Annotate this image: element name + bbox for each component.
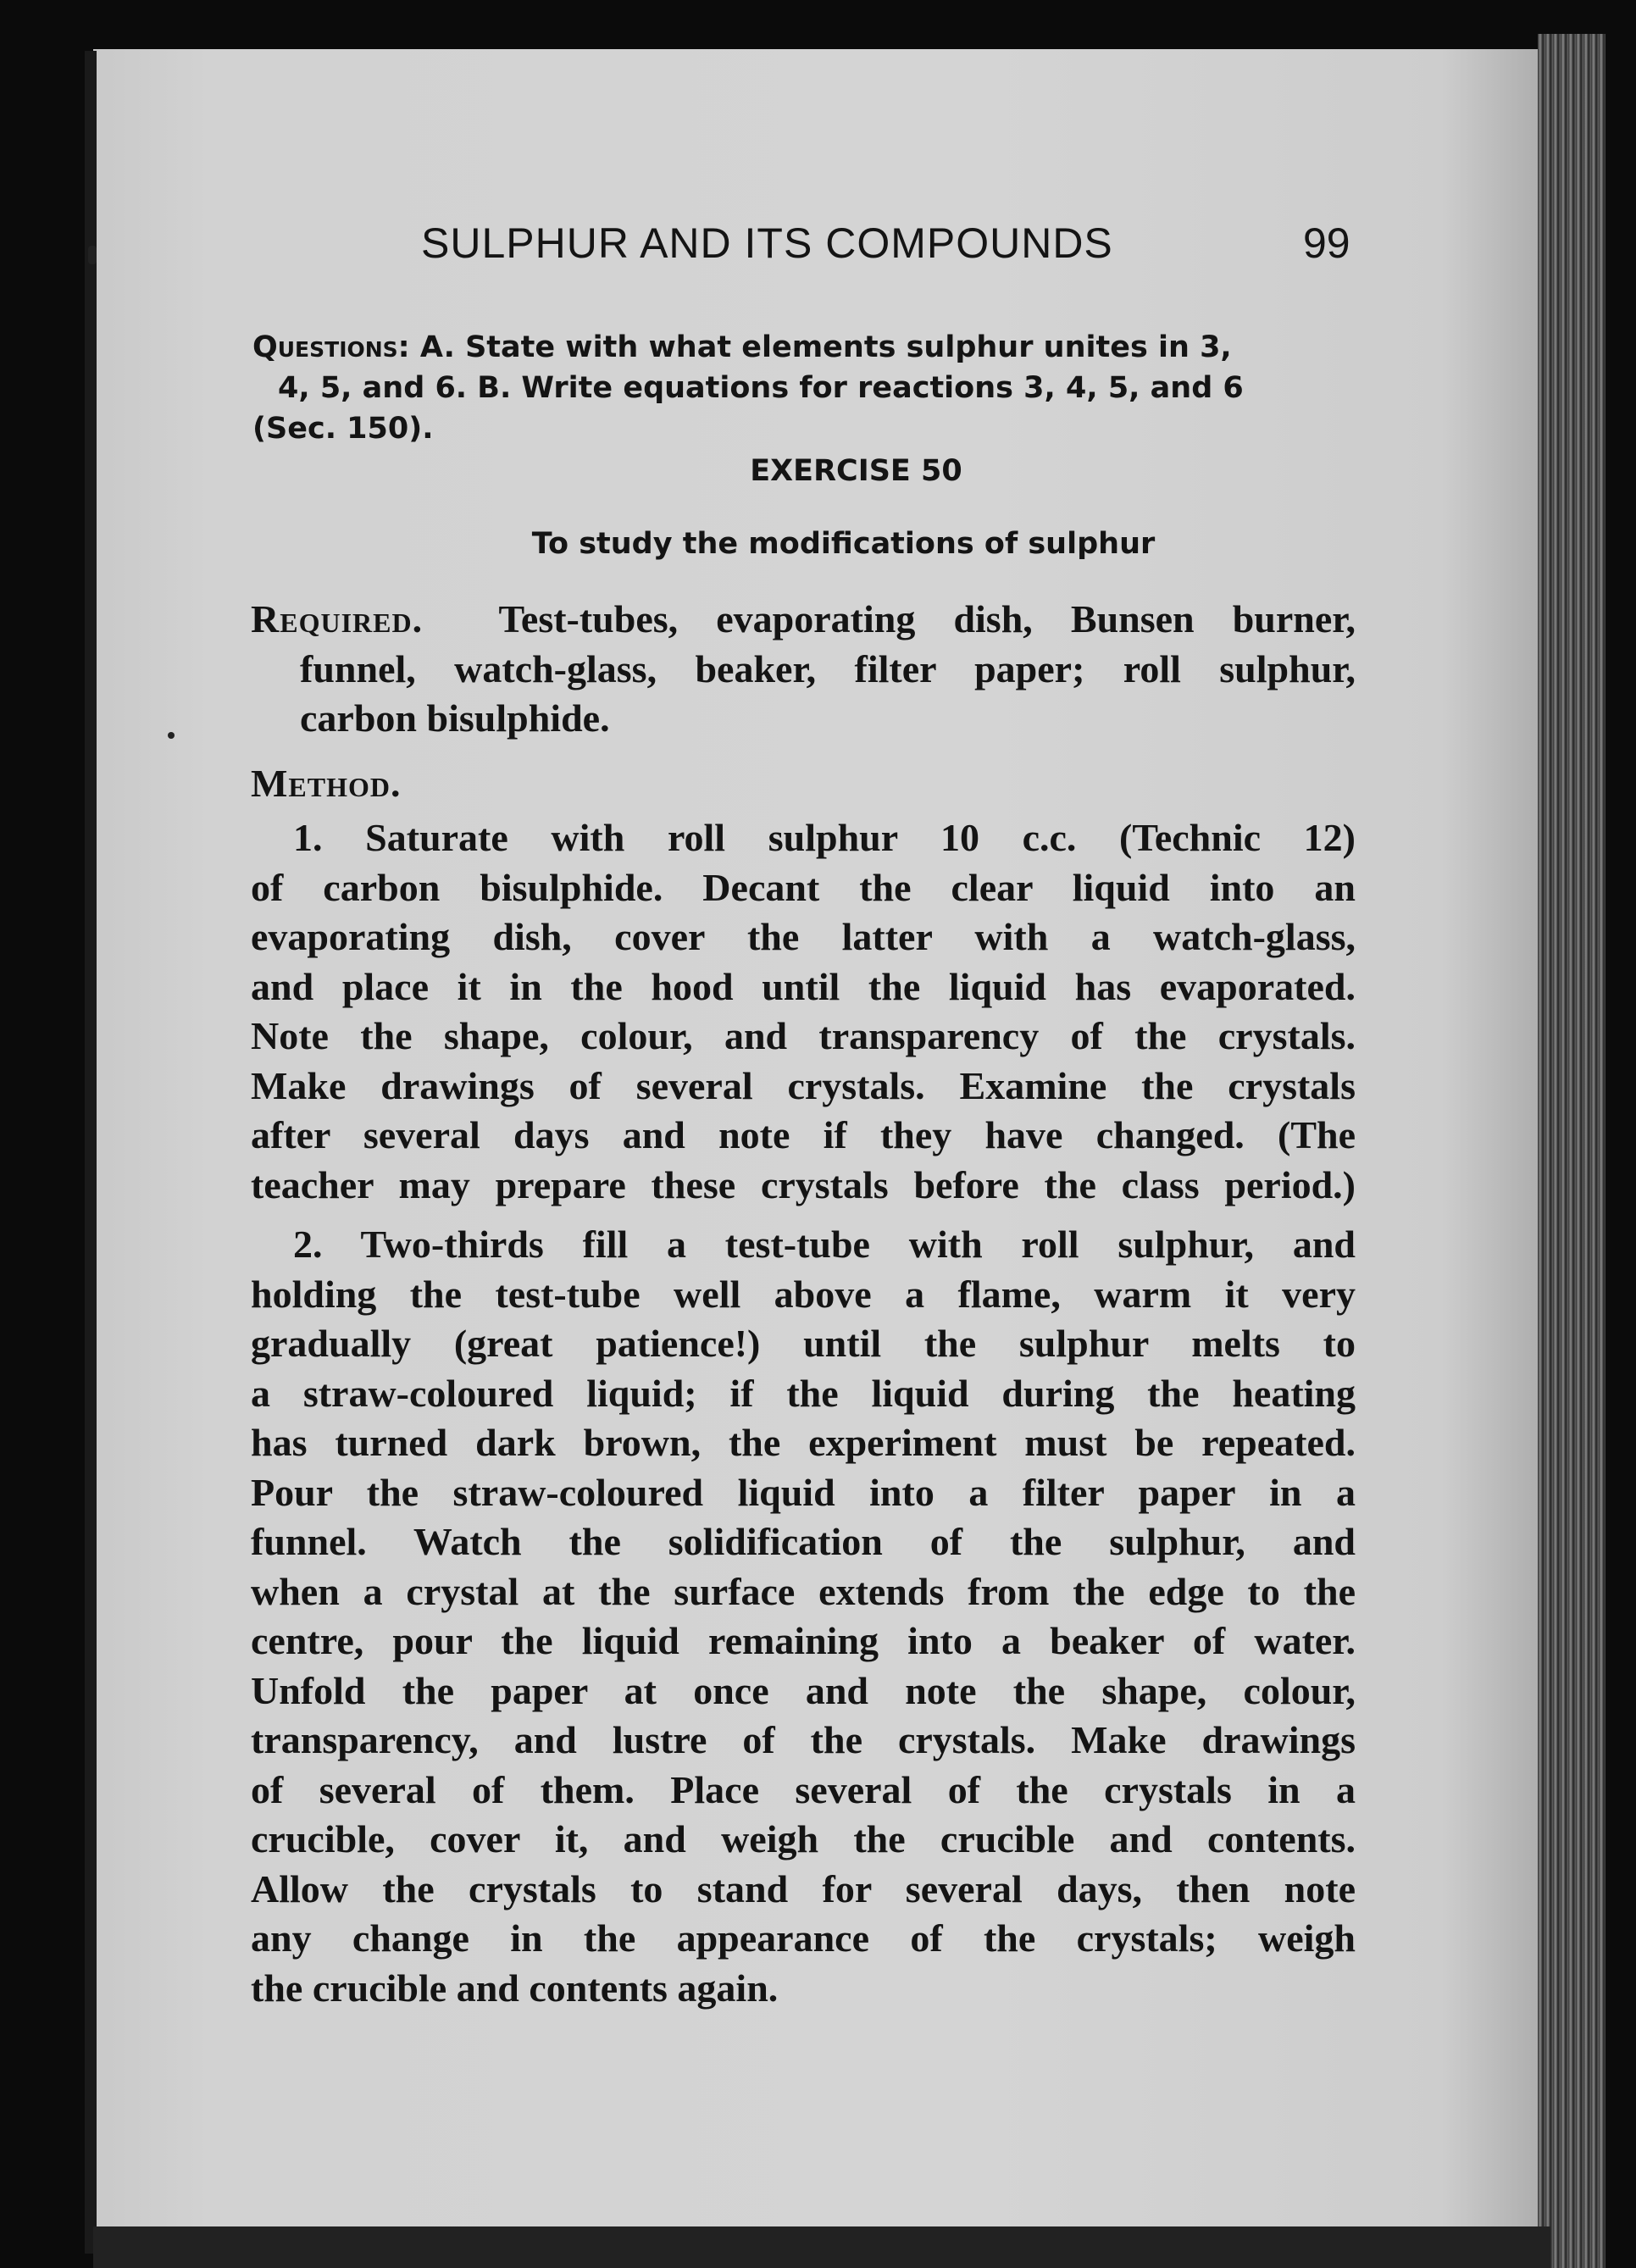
required-section (251, 595, 1356, 744)
paragraph-2-line: Unfold the paper at once and note the shape, colour, (251, 1668, 1356, 1712)
paragraph-2-line: 2. Two-thirds fill a test-tube with roll sulphur, and (293, 1223, 1356, 1266)
paragraph-1-line: and place it in the hood until the liquid has evaporated. (251, 964, 1356, 1008)
questions-line-2: 4, 5, and 6. B. Write equations for reactions 3, 4, 5, and 6 (278, 371, 1244, 405)
paragraph-2-line: transparency, and lustre of the crystals. Make drawings (251, 1718, 1356, 1761)
required-line-1 (251, 595, 1356, 645)
paragraph-2-line: Pour the straw-coloured liquid into a filter paper in a (251, 1470, 1356, 1514)
paragraph-1-line: Note the shape, colour, and transparency of the crystals. (251, 1014, 1356, 1057)
paragraph-1-line: of carbon bisulphide. Decant the clear liquid into an (251, 865, 1356, 909)
paragraph-1-line: teacher may prepare these crystals before the class period.) (251, 1162, 1356, 1206)
paragraph-1-line: Make drawings of several crystals. Examine the crystals (251, 1063, 1356, 1107)
questions-label: Questions: (252, 330, 410, 364)
paragraph-2-line: centre, pour the liquid remaining into a beaker of water. (251, 1619, 1356, 1662)
paragraph-2-line: funnel. Watch the solidification of the sulphur, and (251, 1520, 1356, 1563)
required-text-1: Test-tubes, evaporating dish, Bunsen burner, (498, 597, 1356, 640)
questions-line-1 (252, 327, 1356, 368)
method-heading (251, 759, 1356, 809)
exercise-subtitle-text: To study the modifications of sulphur (531, 527, 1156, 561)
paragraph-2-line: holding the test-tube well above a flame, warm it very (251, 1272, 1356, 1316)
page-number: 99 (1303, 219, 1350, 267)
paragraph-2-line: crucible, cover it, and weigh the crucible and contents. (251, 1817, 1356, 1860)
running-head-title: SULPHUR AND ITS COMPOUNDS (421, 219, 1113, 267)
method-label: Method. (251, 762, 402, 805)
paragraph-2-line: of several of them. Place several of the crystals in a (251, 1767, 1356, 1811)
questions-block (252, 327, 1356, 449)
paragraph-1-line: after several days and note if they have changed. (The (251, 1113, 1356, 1156)
paragraph-2-line: a straw-coloured liquid; if the liquid during the heating (251, 1371, 1356, 1415)
paragraph-2-line: when a crystal at the surface extends from the edge to the (251, 1569, 1356, 1613)
paragraph-1-line: 1. Saturate with roll sulphur 10 c.c. (Technic 12) (293, 816, 1356, 859)
required-line-2: funnel, watch-glass, beaker, filter paper; roll sulphur, (300, 646, 1356, 690)
exercise-title (0, 454, 1636, 488)
paragraph-1-line: evaporating dish, cover the latter with a watch-glass, (251, 915, 1356, 958)
questions-line-3: (Sec. 150). (252, 412, 434, 446)
paragraph-2-line: gradually (great patience!) until the sulphur melts to (251, 1322, 1356, 1365)
paragraph-2-line: the crucible and contents again. (251, 1966, 779, 2010)
paragraph-2-line: has turned dark brown, the experiment must be repeated. (251, 1421, 1356, 1464)
paragraph-2-line: Allow the crystals to stand for several days, then note (251, 1866, 1356, 1910)
paragraph-2 (251, 1220, 1356, 2013)
required-line-3: carbon bisulphide. (300, 696, 610, 740)
exercise-title-text: EXERCISE 50 (750, 454, 962, 488)
exercise-subtitle (0, 527, 1636, 561)
paragraph-1 (251, 813, 1356, 1210)
paragraph-2-line: any change in the appearance of the crystals; weigh (251, 1916, 1356, 1960)
required-label: Required. (251, 597, 424, 640)
questions-text: A. State with what elements sulphur unites in 3, (419, 330, 1232, 364)
